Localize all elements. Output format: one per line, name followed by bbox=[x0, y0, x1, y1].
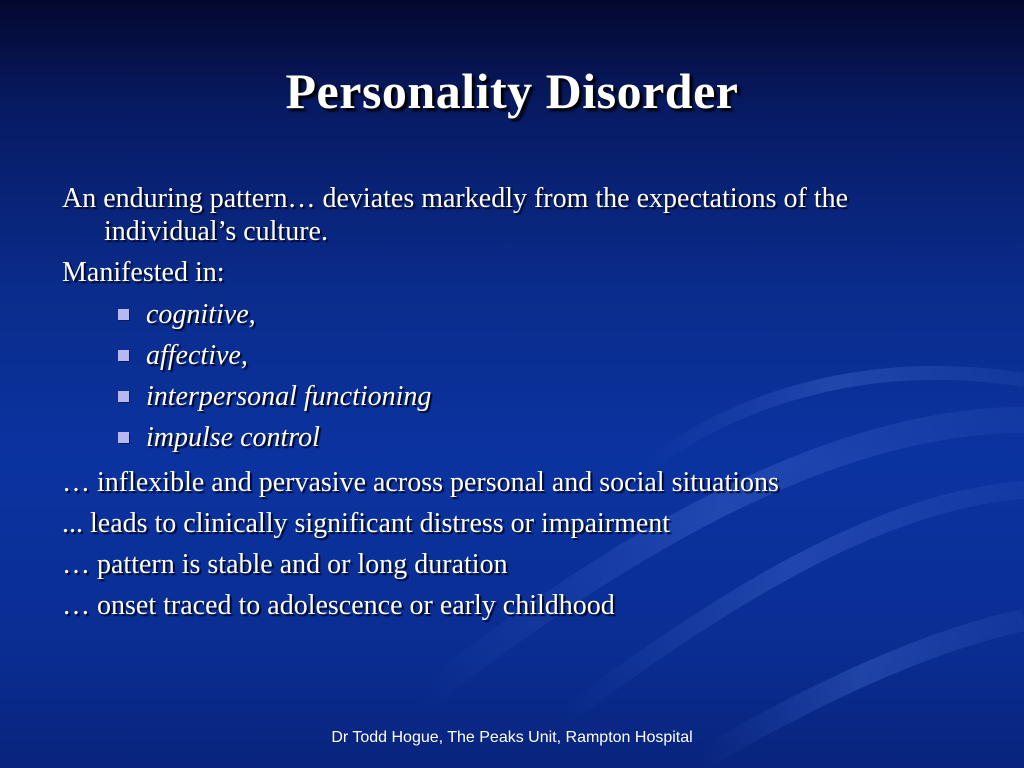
square-bullet-icon bbox=[118, 391, 129, 402]
square-bullet-icon bbox=[118, 350, 129, 361]
point-line: … onset traced to adolescence or early childhood bbox=[62, 590, 615, 621]
manifested-label: Manifested in: bbox=[62, 257, 225, 288]
list-item: affective, bbox=[118, 335, 962, 376]
list-item: interpersonal functioning bbox=[118, 376, 962, 417]
point-line: … pattern is stable and or long duration bbox=[62, 549, 508, 580]
point-line: ... leads to clinically significant distress or impairment bbox=[62, 508, 671, 539]
point-line: … inflexible and pervasive across personal and social situations bbox=[62, 467, 779, 498]
list-item: cognitive, bbox=[118, 294, 962, 335]
square-bullet-icon bbox=[118, 309, 129, 320]
slide-footer: Dr Todd Hogue, The Peaks Unit, Rampton Hospital bbox=[331, 729, 693, 746]
list-item: impulse control bbox=[118, 417, 962, 458]
intro-line: An enduring pattern… deviates markedly from the expectations of the individual’s culture. bbox=[62, 183, 849, 247]
manifested-list bbox=[62, 294, 962, 458]
slide-title: Personality Disorder bbox=[285, 63, 739, 119]
slide-body bbox=[62, 182, 962, 622]
square-bullet-icon bbox=[118, 432, 129, 443]
